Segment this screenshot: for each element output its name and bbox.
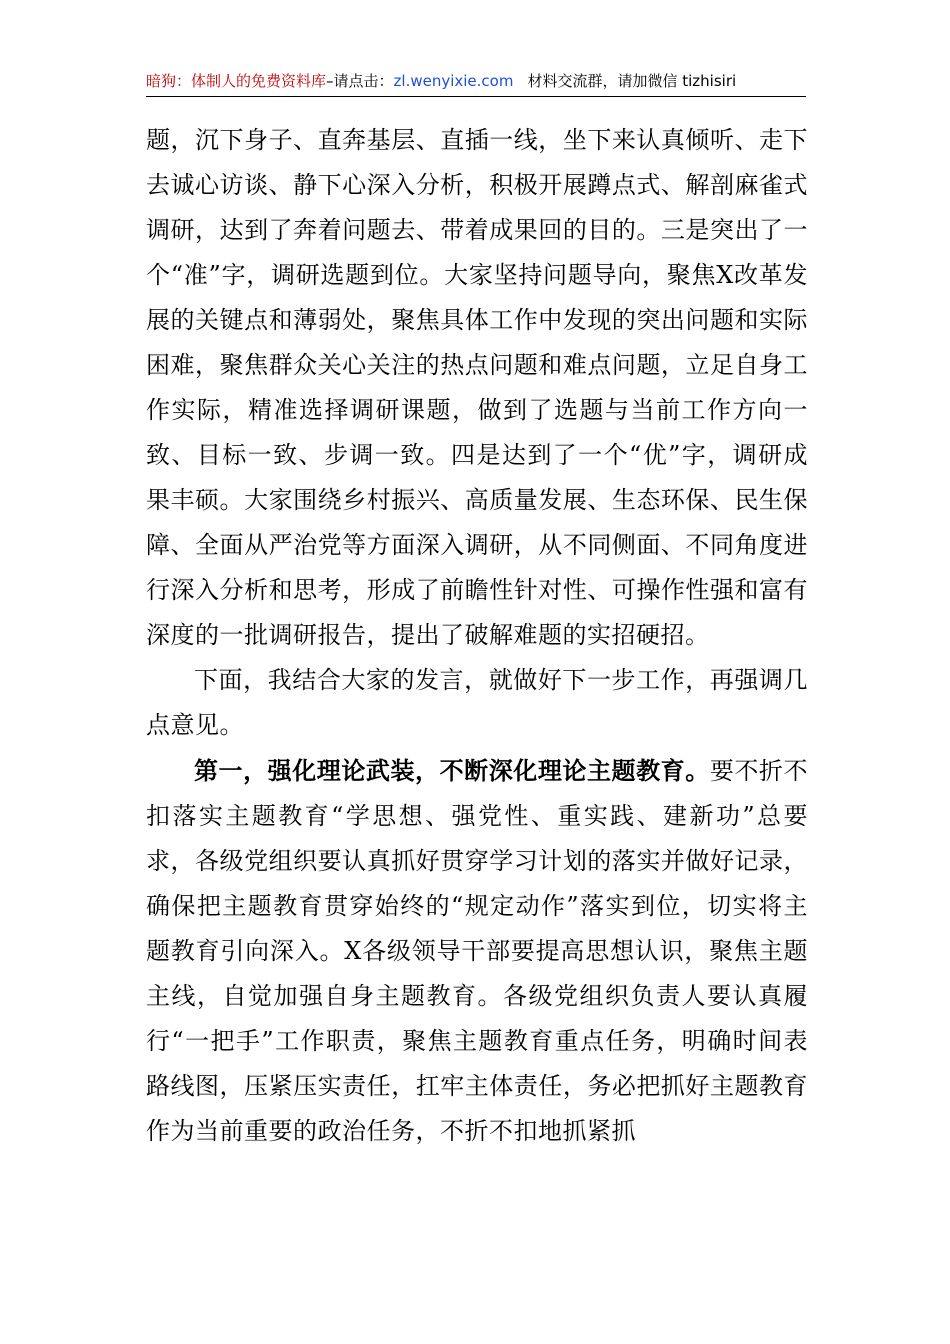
page-header	[146, 70, 806, 97]
document-body	[146, 118, 808, 1154]
paragraph-continued: 题，沉下身子、直奔基层、直插一线，坐下来认真倾听、走下去诚心访谈、静下心深入分析，积极开展蹲点式、解剖麻雀式调研，达到了奔着问题去、带着成果回的目的。三是突出了一个“准”字，调研选题到位。大家坚持问题导向，聚焦X改革发展的关键点和薄弱处，聚焦具体工作中发现的突出问题和实际困难，聚焦群众关心关注的热点问题和难点问题，立足自身工作实际，精准选择调研课题，做到了选题与当前工作方向一致、目标一致、步调一致。四是达到了一个“优”字，调研成果丰硕。大家围绕乡村振兴、高质量发展、生态环保、民生保障、全面从严治党等方面深入调研，从不同侧面、不同角度进行深入分析和思考，形成了前瞻性针对性、可操作性强和富有深度的一批调研报告，提出了破解难题的实招硬招。	[146, 126, 808, 649]
header-contact: 材料交流群，请加微信 tizhisiri	[527, 72, 737, 90]
paragraph-transition: 下面，我结合大家的发言，就做好下一步工作，再强调几点意见。	[146, 666, 808, 739]
header-link[interactable]: zl.wenyixie.com	[393, 72, 514, 90]
point-one-heading: 第一，强化理论武装，不断深化理论主题教育。	[194, 756, 710, 785]
paragraph-point-one	[146, 748, 808, 1154]
header-brand: 暗狗：体制人的免费资料库	[146, 72, 327, 90]
point-one-text: 要不折不扣落实主题教育“学思想、强党性、重实践、建新功”总要求，各级党组织要认真抓好贯穿学习计划的落实并做好记录，确保把主题教育贯穿始终的“规定动作”落实到位，切实将主题教育引向深入。X各级领导干部要提高思想认识，聚焦主题主线，自觉加强自身主题教育。各级党组织负责人要认真履行“一把手”工作职责，聚焦主题教育重点任务，明确时间表路线图，压紧压实责任，扛牢主体责任，务必把抓好主题教育作为当前重要的政治任务，不折不扣地抓紧抓	[146, 757, 808, 1145]
header-lead-text: –请点击：	[326, 72, 394, 90]
